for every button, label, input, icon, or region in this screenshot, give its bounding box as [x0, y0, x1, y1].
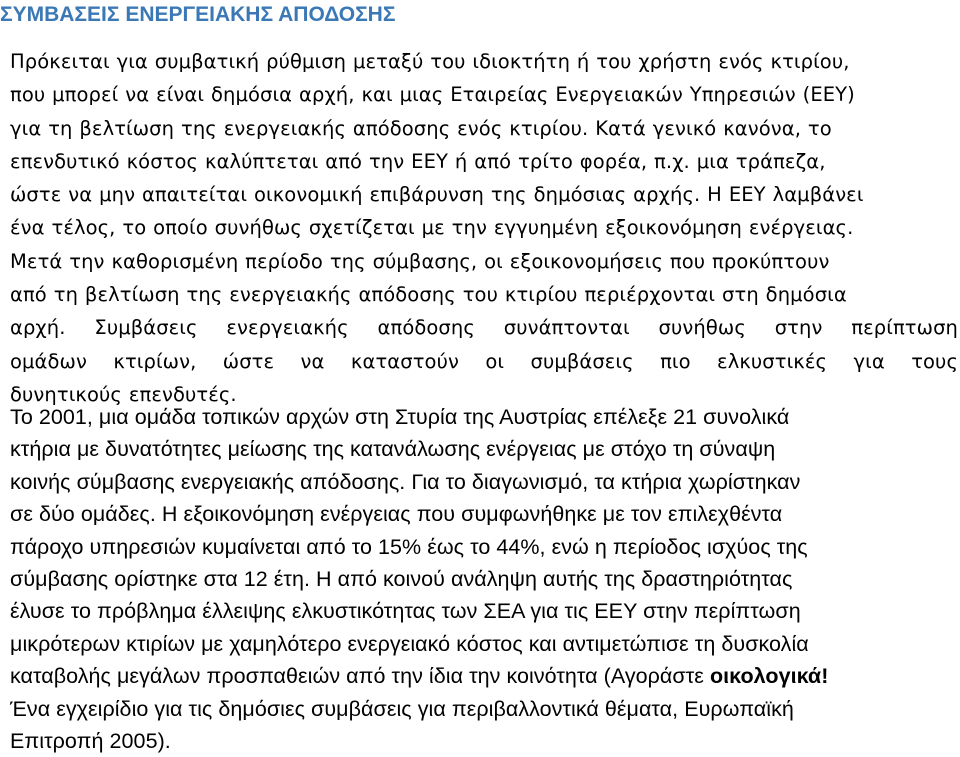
text-line: έλυσε το πρόβλημα έλλειψης ελκυστικότητας των ΣΕΑ για τις ΕΕΥ στην περίπτωση [10, 599, 801, 624]
text-line: ώστε να μην απαιτείται οικονομική επιβάρυνση της δημόσιας αρχής. Η ΕΕΥ λαμβάνει [10, 183, 864, 207]
text-line: κτήρια με δυνατότητες μείωσης της κατανάλωσης ενέργειας με στόχο τη σύναψη [10, 437, 776, 462]
text-line: Το 2001, μια ομάδα τοπικών αρχών στη Στυρία της Αυστρίας επέλεξε 21 συνολικά [10, 405, 790, 429]
text-line: ένα τέλος, το οποίο συνήθως σχετίζεται με την εγγυημένη εξοικονόμηση ενέργειας. [10, 216, 854, 240]
text-line: μικρότερων κτιρίων με χαμηλότερο ενεργειακό κόστος και αντιμετώπισε τη δυσκολία [10, 631, 809, 656]
page-title: ΣΥΜΒΑΣΕΙΣ ΕΝΕΡΓΕΙΑΚΗΣ ΑΠΟΔΟΣΗΣ [0, 3, 396, 26]
text-line: επενδυτικό κόστος καλύπτεται από την ΕΕΥ ή από τρίτο φορέα, π.χ. μια τράπεζα, [10, 149, 826, 173]
text-line [10, 660, 958, 692]
text-line: για τη βελτίωση της ενεργειακής απόδοσης ενός κτιρίου. Κατά γενικό κανόνα, το [10, 116, 832, 140]
text-line: Ένα εγχειρίδιο για τις δημόσιες συμβάσεις για περιβαλλοντικά θέματα, Ευρωπαϊκή [10, 696, 794, 721]
text-line: που μπορεί να είναι δημόσια αρχή, και μιας Εταιρείας Ενεργειακών Υπηρεσιών (ΕΕΥ) [10, 83, 855, 107]
paragraph-definition [10, 45, 958, 411]
text-line: σε δύο ομάδες. Η εξοικονόμηση ενέργειας που συμφωνήθηκε με τον επιλεχθέντα [10, 502, 783, 527]
text-line: δυνητικούς επενδυτές. [10, 382, 237, 406]
text-line: ομάδων κτιρίων, ώστε να καταστούν οι συμβάσεις πιο ελκυστικές για τους [10, 349, 958, 373]
text-line: Μετά την καθορισμένη περίοδο της σύμβασης, οι εξοικονομήσεις που προκύπτουν [10, 249, 830, 273]
text-line: Επιτροπή 2005). [10, 729, 171, 754]
emphasis-text: οικολογικά! [709, 664, 829, 689]
text-line: πάροχο υπηρεσιών κυμαίνεται από το 15% έως το 44%, ενώ η περίοδος ισχύος της [10, 534, 808, 559]
text-fragment: καταβολής μεγάλων προσπαθειών από την ίδια την κοινότητα (Αγοράστε [10, 664, 710, 689]
text-line: κοινής σύμβασης ενεργειακής απόδοσης. Για το διαγωνισμό, τα κτήρια χωρίστηκαν [10, 469, 801, 494]
text-line: από τη βελτίωση της ενεργειακής απόδοσης του κτιρίου περιέρχονται στη δημόσια [10, 283, 847, 307]
paragraph-example [10, 401, 958, 757]
text-line: αρχή. Συμβάσεις ενεργειακής απόδοσης συνάπτονται συνήθως στην περίπτωση [10, 316, 958, 340]
text-line: σύμβασης ορίστηκε στα 12 έτη. Η από κοινού ανάληψη αυτής της δραστηριότητας [10, 567, 793, 592]
text-line: Πρόκειται για συμβατική ρύθμιση μεταξύ του ιδιοκτήτη ή του χρήστη ενός κτιρίου, [10, 50, 850, 73]
